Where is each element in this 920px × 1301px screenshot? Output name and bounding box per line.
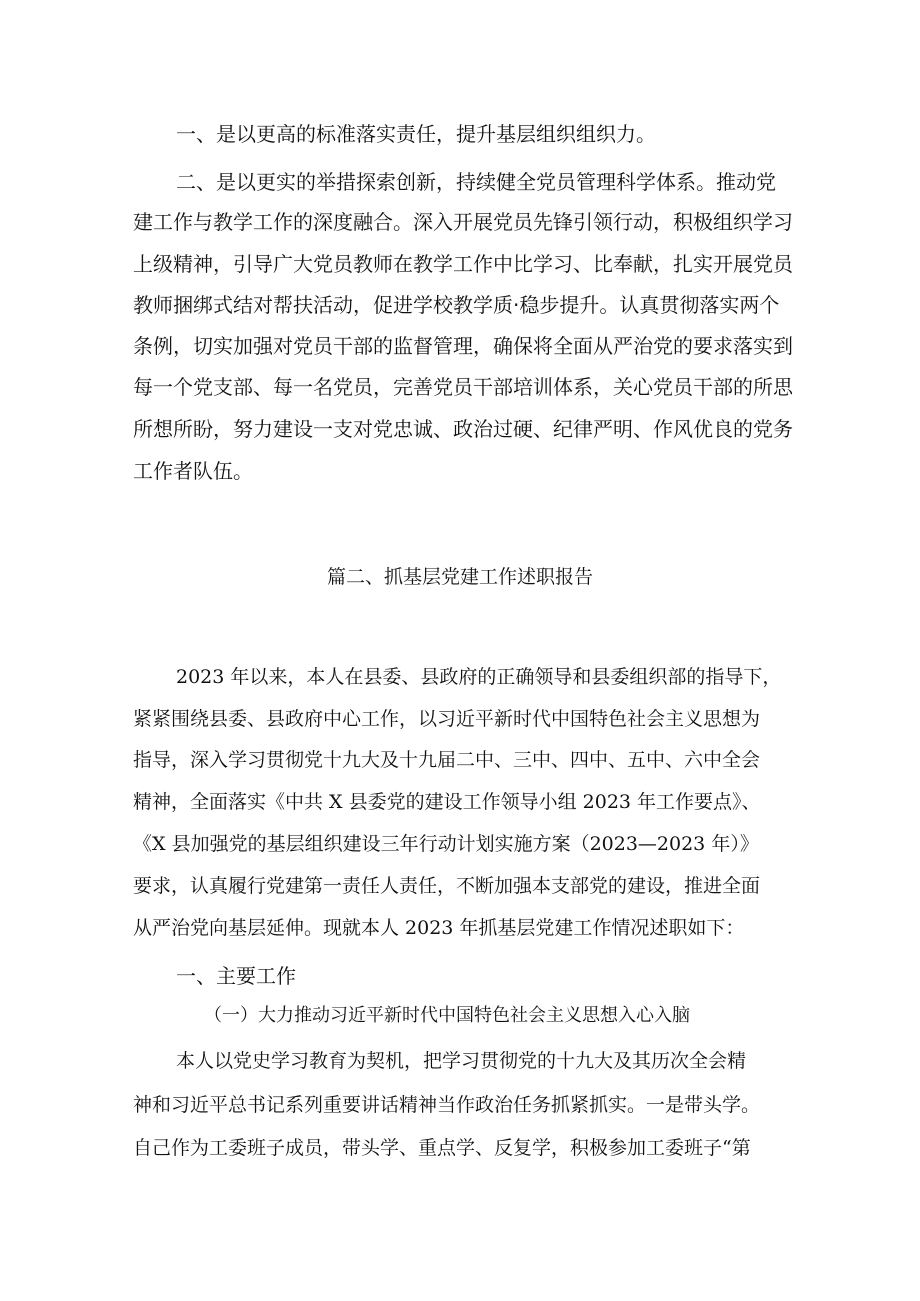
paragraph-line: 建工作与教学工作的深度融合。深入开展党员先锋引领行动，积极组织学习 — [133, 210, 793, 234]
paragraph-line: 自己作为工委班子成员，带头学、重点学、反复学，积极参加工委班子“第 — [133, 1137, 751, 1159]
subsection-heading: （一）大力推动习近平新时代中国特色社会主义思想入心入脑 — [204, 1005, 690, 1026]
paragraph-line: 要求，认真履行党建第一责任人责任，不断加强本支部党的建设，推进全面 — [133, 875, 761, 897]
paragraph-line: 上级精神，引导广大党员教师在教学工作中比学习、比奉献，扎实开展党员 — [133, 252, 793, 276]
paragraph-line: 条例，切实加强对党员干部的监督管理，确保将全面从严治党的要求落实到 — [133, 334, 793, 358]
section-heading: 一、主要工作 — [176, 964, 296, 988]
paragraph-line: 一、是以更高的标准落实责任，提升基层组织组织力。 — [176, 122, 656, 146]
paragraph-line: 教师捆绑式结对帮扶活动，促进学校教学质·稳步提升。认真贯彻落实两个 — [133, 293, 780, 317]
paragraph-line: 2023 年以来，本人在县委、县政府的正确领导和县委组织部的指导下， — [176, 666, 782, 688]
paragraph-line: 精神，全面落实《中共 X 县委党的建设工作领导小组 2023 年工作要点》、 — [133, 791, 761, 813]
paragraph-line: 二、是以更实的举措探索创新，持续健全党员管理科学体系。推动党 — [176, 170, 776, 194]
paragraph-line: 《X 县加强党的基层组织建设三年行动计划实施方案（2023—2023 年）》 — [133, 833, 759, 855]
paragraph-line: 每一个党支部、每一名党员，完善党员干部培训体系，关心党员干部的所思 — [133, 375, 793, 399]
paragraph-line: 紧紧围绕县委、县政府中心工作，以习近平新时代中国特色社会主义思想为 — [133, 708, 761, 730]
paragraph-line: 本人以党史学习教育为契机，把学习贯彻党的十九大及其历次全会精 — [176, 1050, 747, 1072]
paragraph-line: 指导，深入学习贯彻党十九大及十九届二中、三中、四中、五中、六中全会 — [133, 749, 761, 771]
report-title: 篇二、抓基层党建工作述职报告 — [326, 566, 593, 588]
paragraph-line: 从严治党向基层延伸。现就本人 2023 年抓基层党建工作情况述职如下： — [133, 917, 745, 939]
paragraph-line: 工作者队伍。 — [133, 459, 253, 483]
paragraph-line: 神和习近平总书记系列重要讲话精神当作政治任务抓紧抓实。一是带头学。 — [133, 1094, 761, 1116]
paragraph-line: 所想所盼，努力建设一支对党忠诚、政治过硬、纪律严明、作风优良的党务 — [133, 417, 793, 441]
